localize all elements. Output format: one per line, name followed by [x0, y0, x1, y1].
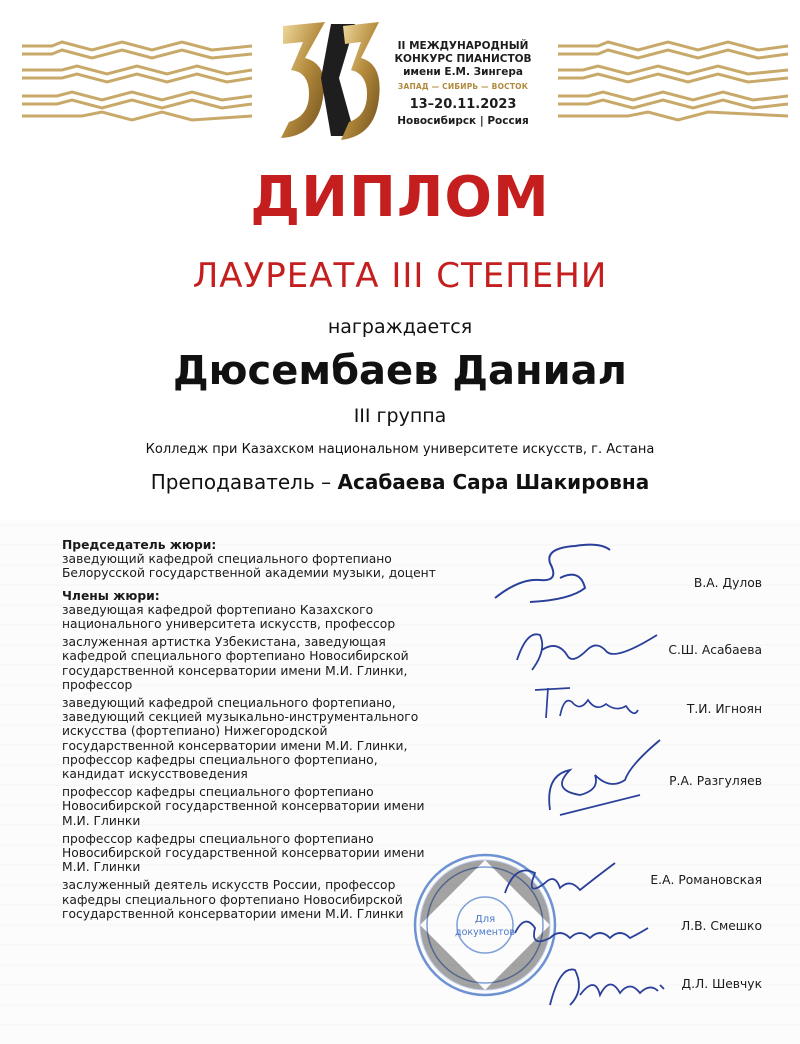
jury-members-heading: Члены жюри:	[62, 588, 160, 603]
jury-member-desc: профессор кафедры специального фортепиано Новосибирской государственной консерватории имени М.И. Глинки	[62, 831, 425, 875]
teacher-prefix: Преподаватель –	[150, 470, 332, 494]
jury-list	[62, 538, 442, 925]
event-tagline: ЗАПАД — СИБИРЬ — ВОСТОК	[397, 82, 529, 91]
event-line-1: II МЕЖДУНАРОДНЫЙ	[397, 40, 529, 52]
jury-member-desc: заслуженная артистка Узбекистана, заведующая кафедрой специального фортепиано Новосибирской государственной консерватории имени М.И. Глинки, профессор	[62, 635, 409, 692]
signature-5	[500, 858, 620, 903]
teacher-name: Асабаева Сара Шакировна	[337, 470, 650, 494]
event-line-3: имени Е.М. Зингера	[403, 66, 523, 78]
gold-ornament-right	[558, 40, 788, 122]
signatory-name: В.А. Дулов	[693, 576, 762, 590]
signatory-name: Т.И. Игноян	[686, 702, 762, 716]
diploma-degree: ЛАУРЕАТА III СТЕПЕНИ	[192, 256, 608, 296]
jury-chair-heading: Председатель жюри:	[62, 538, 217, 552]
signature-1	[490, 538, 620, 608]
signatory-name: Е.А. Романовская	[650, 873, 762, 887]
jury-member-desc: заведующая кафедрой фортепиано Казахского национального университета искусств, профессор	[62, 602, 396, 632]
event-dates: 13–20.11.2023	[409, 97, 517, 112]
jury-chair-desc: заведующий кафедрой специального фортепиано Белорусской государственной академии музыки, доцент	[62, 552, 436, 581]
svg-text:Для: Для	[474, 914, 496, 925]
event-city: Новосибирск | Россия	[397, 115, 529, 127]
teacher-line	[0, 470, 800, 494]
event-info	[388, 40, 538, 127]
competition-logo	[275, 18, 385, 143]
jury-member-desc: профессор кафедры специального фортепиано Новосибирской государственной консерватории имени М.И. Глинки	[62, 785, 425, 828]
group-label: III группа	[353, 405, 447, 427]
laureate-name: Дюсембаев Даниал	[173, 348, 627, 394]
svg-text:документов: документов	[455, 927, 515, 938]
signatory-name: С.Ш. Асабаева	[668, 643, 762, 657]
signatory-name: Р.А. Разгуляев	[669, 774, 762, 788]
diploma-title: ДИПЛОМ	[250, 165, 550, 230]
jury-member-desc: заведующий кафедрой специального фортепиано, заведующий секцией музыкально-инструментального искусства (фортепиано) Нижегородской государственной консерватории имени М.И. Глинки, профессор кафедры специального фортепиано, кандидат искусствоведения	[62, 696, 419, 782]
event-line-2: КОНКУРС ПИАНИСТОВ	[394, 53, 532, 65]
signatory-name: Л.В. Смешко	[680, 919, 762, 933]
signatory-name: Д.Л. Шевчук	[681, 977, 762, 991]
gold-ornament-left	[22, 40, 252, 122]
jury-member-desc: заслуженный деятель искусств России, профессор кафедры специального фортепиано Новосибирской государственной консерватории имени М.И. Глинки	[62, 878, 404, 921]
college-name: Колледж при Казахском национальном университете искусств, г. Астана	[145, 442, 655, 457]
awarded-label: награждается	[327, 316, 473, 338]
